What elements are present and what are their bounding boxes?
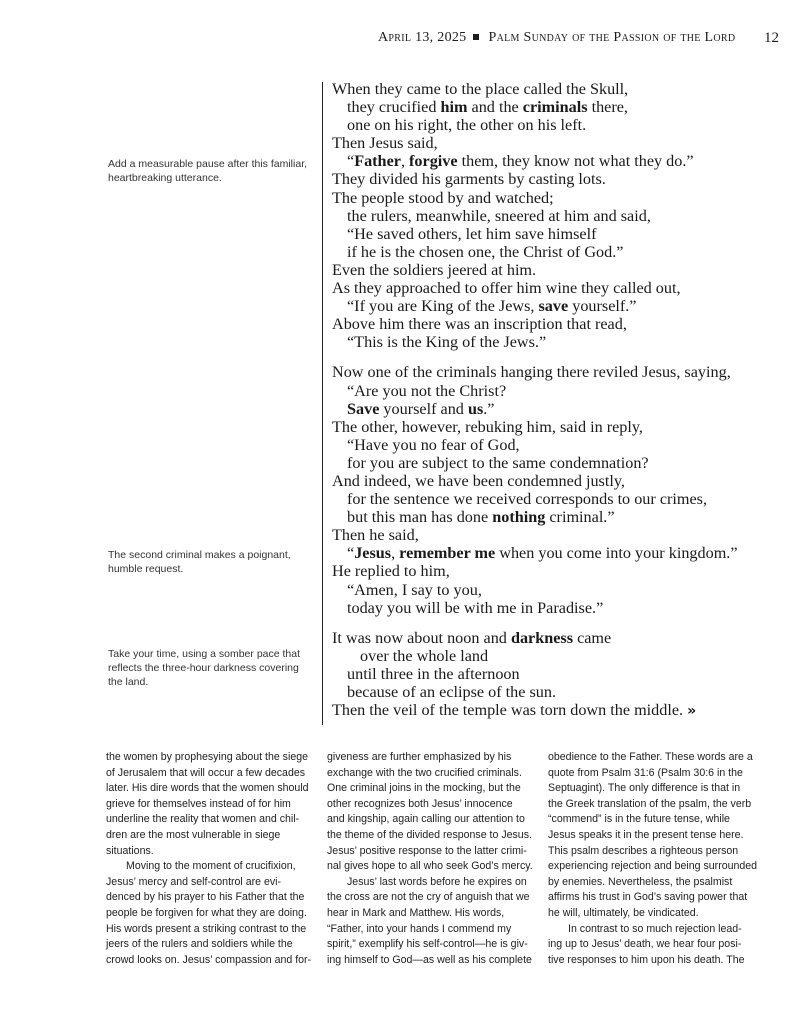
commentary-line: Jesus’ mercy and self-control are evi-	[106, 875, 282, 888]
commentary-line: In contrast to so much rejection lead-	[568, 922, 742, 935]
emphasis-word: remember me	[399, 544, 496, 563]
reading-line-last	[332, 701, 772, 720]
reading-line: And indeed, we have been condemned justly,	[332, 471, 625, 490]
emphasis-word: us	[467, 399, 484, 418]
reading-line: As they approached to offer him wine they called out,	[332, 279, 681, 298]
commentary-line: tive responses to him upon his death. The	[548, 953, 745, 966]
reading-line: He replied to him,	[332, 562, 450, 581]
reading-line: Now one of the criminals hanging there reviled Jesus, saying,	[332, 363, 731, 382]
commentary-column-3	[548, 750, 756, 968]
page-header	[0, 30, 790, 52]
emphasis-word: him	[440, 98, 468, 117]
reading-line: “If you are King of the Jews, save yourself.”	[347, 297, 637, 316]
reading-line: Then he said,	[332, 526, 419, 545]
reading-line: but this man has done nothing criminal.”	[347, 508, 615, 527]
note-line: The second criminal makes a poignant,	[108, 549, 291, 561]
commentary-line: ing himself to God—as well as his complete	[327, 953, 532, 966]
reading-line: Even the soldiers jeered at him.	[332, 260, 537, 279]
stanza-gap	[332, 351, 772, 363]
reading-line: They divided his garments by casting lots.	[332, 170, 606, 189]
reading-line: “Are you not the Christ?	[347, 381, 507, 400]
reading-line: over the whole land	[360, 646, 489, 665]
continue-arrow-icon: »	[687, 703, 697, 720]
commentary-line: hear in Mark and Matthew. His words,	[327, 906, 505, 919]
commentary-line: obedience to the Father. These words are a	[548, 751, 753, 763]
commentary-line: “Father, into your hands I commend my	[327, 922, 512, 935]
commentary-line: spirit,” exemplify his self-control—he is giv-	[327, 938, 528, 951]
reading-line: The other, however, rebuking him, said in reply,	[332, 417, 643, 436]
commentary-line: the Greek translation of the psalm, the verb	[548, 797, 752, 810]
emphasis-word: forgive	[409, 152, 458, 171]
commentary-line: he will, ultimately, be vindicated.	[548, 906, 699, 919]
commentary-line: ing up to Jesus’ death, we hear four posi-	[548, 938, 742, 951]
emphasis-word: Jesus	[354, 544, 392, 563]
reading-line: until three in the afternoon	[347, 664, 520, 683]
commentary-line: nal gives hope to all who seek God’s mercy.	[327, 860, 533, 873]
commentary-column-1	[106, 750, 314, 968]
commentary-line: people be forgiven for what they are doing.	[106, 906, 307, 919]
header-title: Palm Sunday of the Passion of the Lord	[488, 30, 736, 45]
gospel-reading	[332, 80, 772, 720]
reading-margin-rule	[322, 82, 323, 725]
commentary-line: Jesus’ positive response to the latter crimi-	[327, 844, 527, 857]
reading-stanza-1	[332, 80, 772, 351]
reading-line: because of an eclipse of the sun.	[347, 683, 557, 701]
commentary-line: This psalm describes a righteous person	[548, 844, 739, 857]
reading-line: It was now about noon and darkness came	[332, 628, 612, 647]
header-date: April 13, 2025	[378, 30, 467, 45]
emphasis-word: Father	[354, 152, 401, 171]
commentary-line: later. His dire words that the women should	[106, 782, 309, 795]
commentary-line: “commend” is in the future tense, while	[548, 813, 730, 826]
reading-line: Save yourself and us.”	[347, 399, 495, 418]
commentary-line: by enemies. Nevertheless, the psalmist	[548, 875, 733, 888]
commentary-line: grieve for themselves instead of for him	[106, 797, 291, 810]
note-line: Take your time, using a somber pace that	[108, 648, 301, 660]
stanza-gap	[332, 617, 772, 629]
note-line: the land.	[108, 676, 149, 688]
reading-line: The people stood by and watched;	[332, 188, 554, 207]
commentary-line: experiencing rejection and being surrounded	[548, 860, 758, 873]
reading-stanza-3	[332, 629, 772, 720]
commentary-line: denced by his prayer to his Father that the	[106, 891, 305, 904]
commentary-line: Jesus’ last words before he expires on	[347, 875, 527, 888]
reading-line: Then Jesus said,	[332, 134, 438, 153]
commentary-line: of Jerusalem that will occur a few decades	[106, 766, 306, 779]
emphasis-word: Save	[347, 399, 380, 418]
commentary-line: giveness are further emphasized by his	[327, 751, 512, 763]
margin-note-2	[108, 548, 313, 576]
emphasis-word: save	[538, 297, 569, 316]
commentary-line: situations.	[106, 844, 154, 857]
reading-line: “Amen, I say to you,	[347, 580, 482, 599]
commentary-line: and kingship, again calling our attention to	[327, 813, 525, 826]
square-bullet-icon	[473, 34, 479, 40]
reading-line: “This is the King of the Jews.”	[347, 333, 547, 352]
reading-line: Above him there was an inscription that read,	[332, 315, 627, 334]
reading-line: When they came to the place called the Skull,	[332, 80, 629, 98]
commentary-line: the cross are not the cry of anguish that we	[327, 891, 530, 904]
commentary-column-2	[327, 750, 535, 968]
reading-line: “Jesus, remember me when you come into your kingdom.”	[347, 544, 738, 563]
commentary-line: Moving to the moment of crucifixion,	[126, 860, 296, 873]
reading-line: one on his right, the other on his left.	[347, 116, 587, 135]
commentary-line: affirms his trust in God’s saving power that	[548, 891, 748, 904]
reading-line: for the sentence we received corresponds to our crimes,	[347, 490, 708, 509]
margin-note-3	[108, 647, 313, 689]
reading-stanza-2	[332, 363, 772, 616]
commentary-line: the women by prophesying about the siege	[106, 751, 309, 763]
commentary-line: His words present a striking contrast to the	[106, 922, 307, 935]
commentary-line: the theme of the divided response to Jesus.	[327, 828, 532, 841]
commentary-line: crowd looks on. Jesus’ compassion and for-	[106, 953, 312, 966]
commentary-line: Septuagint). The only difference is that in	[548, 782, 741, 795]
reading-line: Then the veil of the temple was torn down the middle.	[332, 701, 684, 720]
commentary-line: dren are the most vulnerable in siege	[106, 828, 281, 841]
reading-line: they crucified him and the criminals there,	[347, 98, 628, 117]
note-line: reflects the three-hour darkness covering	[108, 662, 299, 674]
emphasis-word: darkness	[510, 628, 574, 647]
commentary-line: quote from Psalm 31:6 (Psalm 30:6 in the	[548, 766, 743, 779]
emphasis-word: criminals	[522, 98, 588, 117]
emphasis-word: nothing	[492, 508, 546, 527]
commentary-line: jeers of the rulers and soldiers while the	[106, 938, 293, 951]
note-line: humble request.	[108, 563, 184, 575]
note-line: Add a measurable pause after this familiar,	[108, 158, 308, 170]
reading-line: the rulers, meanwhile, sneered at him and said,	[347, 206, 651, 225]
page-number: 12	[764, 30, 779, 46]
running-head	[378, 30, 735, 46]
margin-note-1	[108, 157, 313, 185]
commentary-line: underline the reality that women and chil-	[106, 813, 300, 826]
reading-line: if he is the chosen one, the Christ of God.”	[347, 242, 624, 261]
note-line: heartbreaking utterance.	[108, 172, 222, 184]
reading-line: “Father, forgive them, they know not what they do.”	[347, 152, 694, 171]
reading-line: “Have you no fear of God,	[347, 435, 520, 454]
reading-line: for you are subject to the same condemnation?	[347, 453, 649, 472]
commentary-line: One criminal joins in the mocking, but the	[327, 782, 521, 795]
commentary-line: Jesus speaks it in the present tense here.	[548, 828, 744, 841]
commentary-line: other recognizes both Jesus’ innocence	[327, 797, 513, 810]
reading-line: “He saved others, let him save himself	[347, 224, 597, 243]
commentary-line: exchange with the two crucified criminals.	[327, 766, 522, 779]
reading-line: today you will be with me in Paradise.”	[347, 598, 604, 617]
